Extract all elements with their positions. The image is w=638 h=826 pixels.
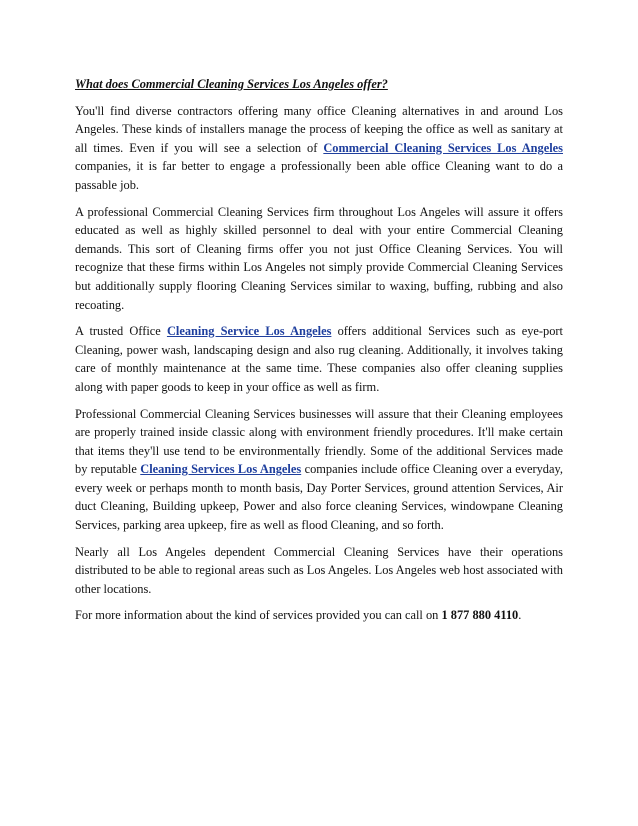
paragraph-4	[75, 405, 563, 535]
paragraph-1-text-b: companies, it is far better to engage a professionally been able office Cleaning want to do a passable job.	[75, 159, 563, 192]
paragraph-3-text-b: offers additional Services such as eye-port Cleaning, power wash, landscaping design and also rug cleaning. Additionally, it involves taking care of monthly maintenance at the same time. These companies also offer cleaning supplies along with paper goods to keep in your office as well as firm.	[75, 324, 563, 394]
paragraph-6	[75, 606, 563, 625]
paragraph-3	[75, 322, 563, 396]
document-heading: What does Commercial Cleaning Services Los Angeles offer?	[75, 77, 388, 91]
paragraph-3-text-a: A trusted Office	[75, 324, 167, 339]
paragraph-1	[75, 102, 563, 195]
paragraph-4-text-b: companies include office Cleaning over a everyday, every week or perhaps month to month basis, Day Porter Services, ground attention Services, Air duct Cleaning, Building upkeep, Power and also force cleaning Services, windowpane Cleaning Services, parking area upkeep, fire as well as flood Cleaning, and so forth.	[75, 462, 563, 533]
paragraph-6-text-a: For more information about the kind of services provided you can call on	[75, 608, 442, 623]
paragraph-5: Nearly all Los Angeles dependent Commercial Cleaning Services have their operations distributed to be able to regional areas such as Los Angeles. Los Angeles web host associated with other locations.	[75, 544, 563, 596]
paragraph-2: A professional Commercial Cleaning Services firm throughout Los Angeles will assure it offers educated as well as highly skilled personnel to deal with your entire Commercial Cleaning demands. This sort of Cleaning firms offer you not just Office Cleaning Services. You will recognize that these firms within Los Angeles not simply provide Commercial Cleaning Services but additionally supply flooring Cleaning Services similar to waxing, buffing, rubbing and also recoating.	[75, 204, 563, 312]
paragraph-4-text-a: Professional Commercial Cleaning Services businesses will assure that their Cleaning employees are properly trained inside classic along with environment friendly procedures. It'll make certain that items they'll use tend to be environmentally friendly. Some of the additional Services made by reputable	[75, 406, 563, 477]
paragraph-1-text-a: You'll find diverse contractors offering many office Cleaning alternatives in and around Los Angeles. These kinds of installers manage the process of keeping the office as well as sanitary at all times. Even if you will see a selection of	[75, 103, 563, 155]
paragraph-6-text-b: .	[518, 608, 522, 623]
document-page	[75, 75, 563, 633]
cleaning-service-link[interactable]: Cleaning Service Los Angeles	[166, 324, 332, 339]
commercial-cleaning-services-link[interactable]: Commercial Cleaning Services Los Angeles	[323, 140, 563, 155]
cleaning-services-link[interactable]: Cleaning Services Los Angeles	[140, 462, 302, 477]
phone-number: 1 877 880 4110	[441, 608, 519, 623]
